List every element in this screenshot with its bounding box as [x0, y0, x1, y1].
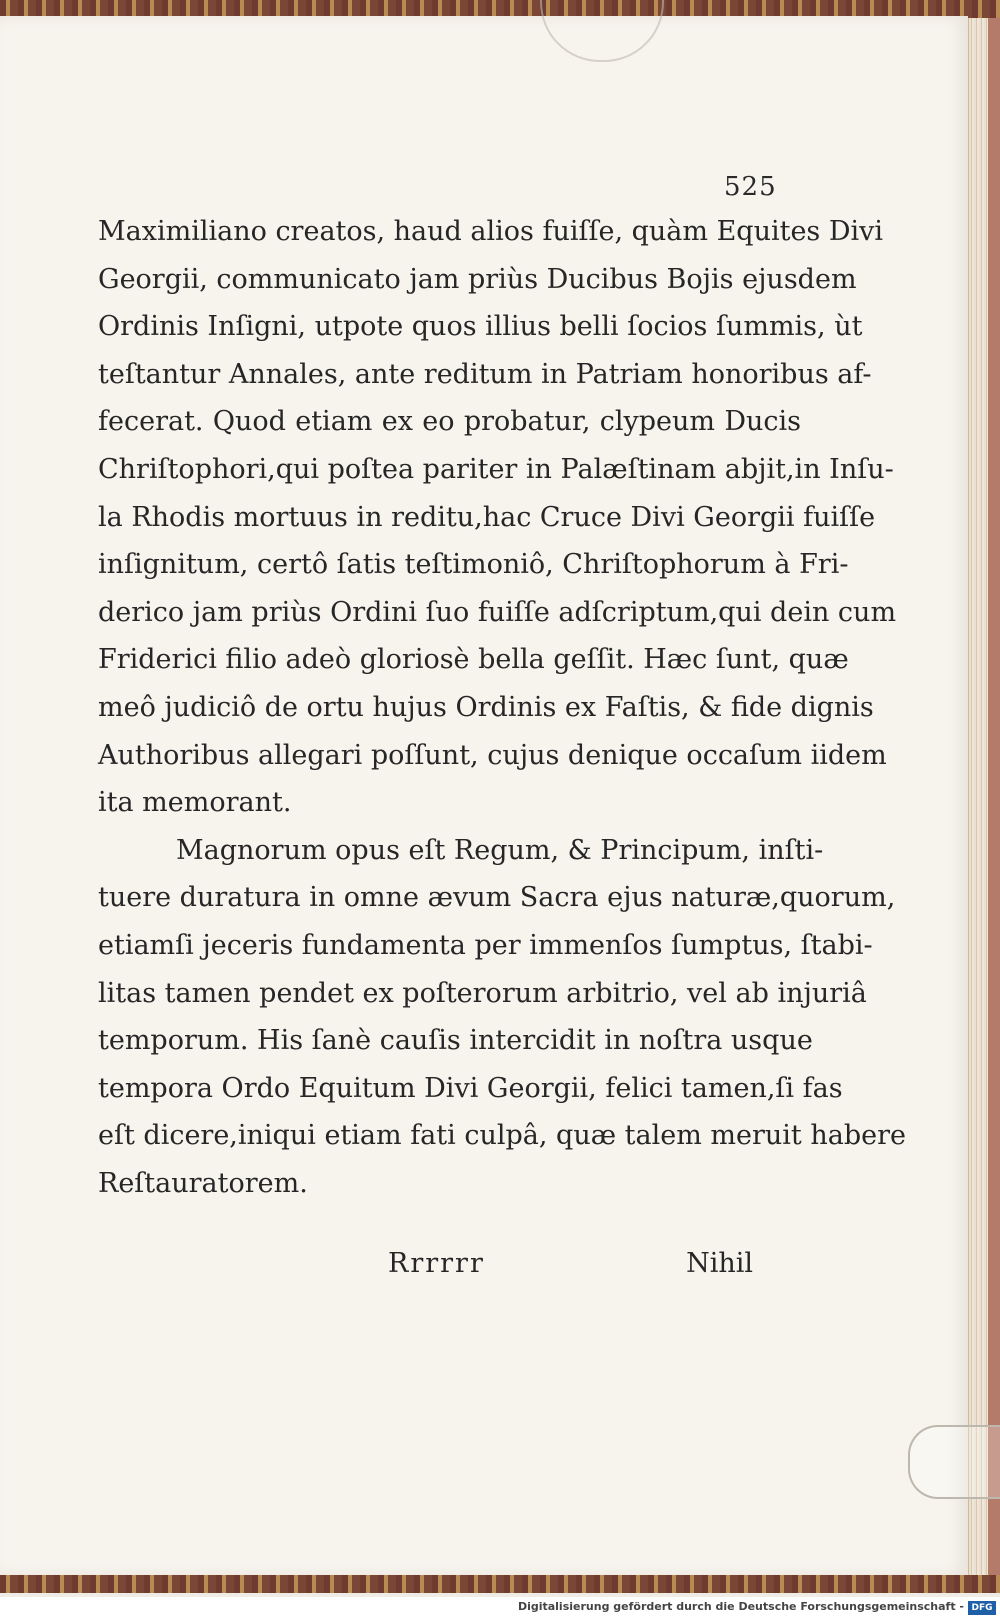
binding-bottom-edge	[0, 1575, 1000, 1593]
text-line: Authoribus allegari poſſunt, cujus denique occaſum iidem	[98, 739, 887, 771]
page-tab-marker	[908, 1425, 1000, 1499]
text-line: meô judiciô de ortu hujus Ordinis ex Faſtis, & fide dignis	[98, 691, 874, 723]
text-line: Maximiliano creatos, haud alios fuiſſe, quàm Equites Divi	[98, 216, 884, 247]
catch-line	[98, 1248, 801, 1288]
text-line: Georgii, communicato jam priùs Ducibus Bojis ejusdem	[98, 263, 857, 295]
text-line: tuere duratura in omne ævum Sacra ejus naturæ,quorum,	[98, 882, 896, 914]
text-line: Ordinis Inſigni, utpote quos illius belli ſocios ſummis, ùt	[98, 311, 863, 343]
signature-mark: Rrrrrr	[388, 1248, 485, 1279]
dfg-logo-icon: DFG	[968, 1601, 996, 1615]
text-line: tempora Ordo Equitum Divi Georgii, felici tamen,ſi fas	[98, 1072, 843, 1104]
catchword: Nihil	[686, 1248, 753, 1279]
text-line: Magnorum opus eſt Regum, & Principum, inſti-	[176, 834, 824, 866]
text-line: Chriſtophori,qui poſtea pariter in Palæſtinam abjit,in Inſu-	[98, 453, 894, 485]
text-line: teſtantur Annales, ante reditum in Patriam honoribus af-	[98, 358, 872, 390]
text-line: temporum. His ſanè cauſis intercidit in noſtra usque	[98, 1025, 813, 1057]
text-line: eſt dicere,iniqui etiam fati culpâ, quæ talem meruit habere	[98, 1120, 906, 1152]
text-line: Reſtauratorem.	[98, 1167, 308, 1199]
text-line: fecerat. Quod etiam ex eo probatur, clypeum Ducis	[98, 406, 801, 438]
binding-right-edge	[988, 18, 1000, 1575]
text-line: derico jam priùs Ordini ſuo fuiſſe adſcriptum,qui dein cum	[98, 596, 897, 628]
text-line: la Rhodis mortuus in reditu,hac Cruce Divi Georgii fuiſſe	[98, 501, 876, 533]
text-line: litas tamen pendet ex poſterorum arbitrio, vel ab injuriâ	[98, 977, 867, 1009]
text-line: etiamſi jeceris fundamenta per immenſos ſumptus, ſtabi-	[98, 929, 873, 961]
digitization-footer	[0, 1597, 1000, 1620]
page-number: 525	[724, 172, 777, 202]
text-line: Friderici filio adeò gloriosè bella geſſit. Hæc ſunt, quæ	[98, 644, 849, 676]
paragraph-1	[98, 208, 897, 827]
paragraph-2	[98, 827, 906, 1208]
text-line: ita memorant.	[98, 787, 292, 819]
body-text	[98, 208, 906, 1207]
footer-credit: Digitalisierung gefördert durch die Deutsche Forschungsgemeinschaft -	[517, 1600, 964, 1613]
text-line: inſignitum, certô ſatis teſtimoniô, Chriſtophorum à Fri-	[98, 549, 849, 581]
